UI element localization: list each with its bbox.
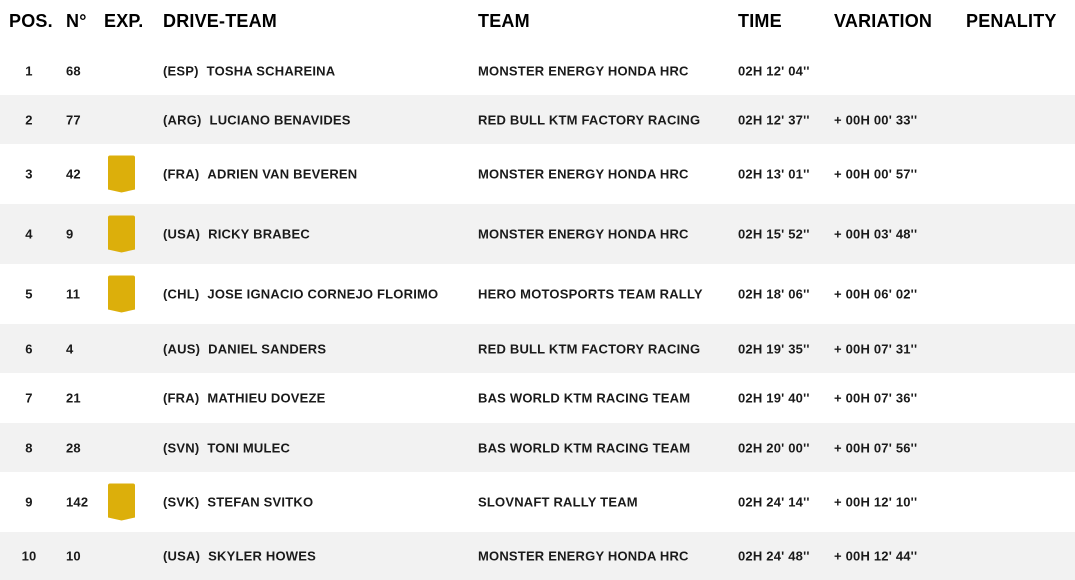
bib-number: 77: [66, 112, 81, 127]
bib-number: 4: [66, 341, 74, 356]
team-name: RED BULL KTM FACTORY RACING: [478, 112, 701, 127]
table-row[interactable]: [0, 373, 1075, 423]
drive-team-cell[interactable]: [163, 287, 438, 302]
position: 6: [25, 341, 33, 356]
header-pos[interactable]: POS.: [9, 11, 53, 31]
team-name: MONSTER ENERGY HONDA HRC: [478, 166, 689, 182]
bib-number: 9: [66, 226, 74, 242]
time-value: 02H 19' 35'': [738, 341, 810, 356]
table-row[interactable]: [0, 204, 1075, 264]
nationality: (AUS): [163, 341, 201, 356]
nationality: (FRA): [163, 166, 200, 182]
team-name: RED BULL KTM FACTORY RACING: [478, 341, 701, 356]
elite-badge-icon: [108, 216, 135, 253]
bib-number: 21: [66, 390, 81, 406]
header-penality[interactable]: PENALITY: [966, 11, 1057, 31]
position: 3: [25, 166, 33, 182]
driver-name: JOSE IGNACIO CORNEJO FLORIMO: [207, 286, 439, 302]
header-drive-team[interactable]: DRIVE-TEAM: [163, 11, 277, 31]
time-value: 02H 19' 40'': [738, 390, 810, 406]
table-row[interactable]: [0, 46, 1075, 95]
team-name: HERO MOTOSPORTS TEAM RALLY: [478, 286, 703, 302]
driver-name: ADRIEN VAN BEVEREN: [207, 166, 358, 182]
time-value: 02H 24' 14'': [738, 494, 810, 510]
driver-name: TOSHA SCHAREINA: [206, 63, 336, 78]
variation-value: + 00H 00' 33'': [834, 112, 918, 127]
nationality: (SVN): [163, 440, 200, 455]
time-value: 02H 24' 48'': [738, 548, 810, 564]
variation-value: + 00H 12' 44'': [834, 548, 918, 564]
variation-value: + 00H 00' 57'': [834, 166, 918, 182]
time-value: 02H 20' 00'': [738, 440, 810, 455]
variation-value: + 00H 07' 56'': [834, 440, 918, 455]
team-name: MONSTER ENERGY HONDA HRC: [478, 226, 689, 242]
driver-name: MATHIEU DOVEZE: [207, 390, 326, 406]
table-row[interactable]: [0, 532, 1075, 580]
variation-value: + 00H 06' 02'': [834, 286, 918, 302]
nationality: (SVK): [163, 494, 200, 510]
table-row[interactable]: [0, 324, 1075, 373]
time-value: 02H 12' 37'': [738, 112, 810, 127]
variation-value: + 00H 07' 31'': [834, 341, 918, 356]
table-row[interactable]: [0, 144, 1075, 204]
elite-badge-icon: [108, 276, 135, 313]
bib-number: 28: [66, 440, 81, 455]
position: 5: [25, 286, 33, 302]
drive-team-cell[interactable]: [163, 112, 351, 127]
drive-team-cell[interactable]: [163, 440, 290, 455]
driver-name: LUCIANO BENAVIDES: [209, 112, 351, 127]
nationality: (FRA): [163, 390, 200, 406]
driver-name: RICKY BRABEC: [208, 226, 310, 242]
nationality: (ESP): [163, 63, 199, 78]
position: 10: [21, 548, 37, 564]
table-header: [0, 0, 1075, 44]
expert-cell: [108, 156, 135, 193]
variation-value: + 00H 12' 10'': [834, 494, 918, 510]
table-row[interactable]: [0, 95, 1075, 144]
drive-team-cell[interactable]: [163, 391, 326, 406]
variation-value: + 00H 03' 48'': [834, 226, 918, 242]
time-value: 02H 12' 04'': [738, 63, 810, 78]
drive-team-cell[interactable]: [163, 549, 316, 564]
position: 7: [25, 390, 33, 406]
header-team[interactable]: TEAM: [478, 11, 530, 31]
expert-cell: [108, 276, 135, 313]
position: 8: [25, 440, 33, 455]
time-value: 02H 13' 01'': [738, 166, 810, 182]
header-time[interactable]: TIME: [738, 11, 782, 31]
bib-number: 10: [66, 548, 81, 564]
position: 2: [25, 112, 33, 127]
expert-cell: [108, 484, 135, 521]
time-value: 02H 15' 52'': [738, 226, 810, 242]
header-variation[interactable]: VARIATION: [834, 11, 933, 31]
position: 9: [25, 494, 33, 510]
header-number[interactable]: N°: [66, 11, 87, 31]
bib-number: 142: [66, 494, 89, 510]
nationality: (CHL): [163, 286, 200, 302]
driver-name: TONI MULEC: [207, 440, 291, 455]
team-name: BAS WORLD KTM RACING TEAM: [478, 390, 691, 406]
nationality: (USA): [163, 226, 201, 242]
team-name: BAS WORLD KTM RACING TEAM: [478, 440, 691, 455]
driver-name: STEFAN SVITKO: [207, 494, 314, 510]
drive-team-cell[interactable]: [163, 227, 310, 242]
drive-team-cell[interactable]: [163, 167, 357, 182]
expert-cell: [108, 216, 135, 253]
position: 1: [25, 63, 33, 78]
nationality: (ARG): [163, 112, 202, 127]
driver-name: SKYLER HOWES: [208, 548, 316, 564]
bib-number: 68: [66, 63, 81, 78]
drive-team-cell[interactable]: [163, 495, 313, 510]
table-row[interactable]: [0, 472, 1075, 532]
bib-number: 42: [66, 166, 81, 182]
team-name: MONSTER ENERGY HONDA HRC: [478, 548, 689, 564]
driver-name: DANIEL SANDERS: [208, 341, 327, 356]
time-value: 02H 18' 06'': [738, 286, 810, 302]
position: 4: [25, 226, 33, 242]
variation-value: + 00H 07' 36'': [834, 390, 918, 406]
team-name: MONSTER ENERGY HONDA HRC: [478, 63, 689, 78]
nationality: (USA): [163, 548, 201, 564]
header-exp[interactable]: EXP.: [104, 11, 144, 31]
drive-team-cell[interactable]: [163, 341, 326, 356]
bib-number: 11: [66, 286, 81, 302]
table-row[interactable]: [0, 423, 1075, 472]
elite-badge-icon: [108, 484, 135, 521]
drive-team-cell[interactable]: [163, 63, 335, 78]
elite-badge-icon: [108, 156, 135, 193]
table-row[interactable]: [0, 264, 1075, 324]
team-name: SLOVNAFT RALLY TEAM: [478, 494, 638, 510]
